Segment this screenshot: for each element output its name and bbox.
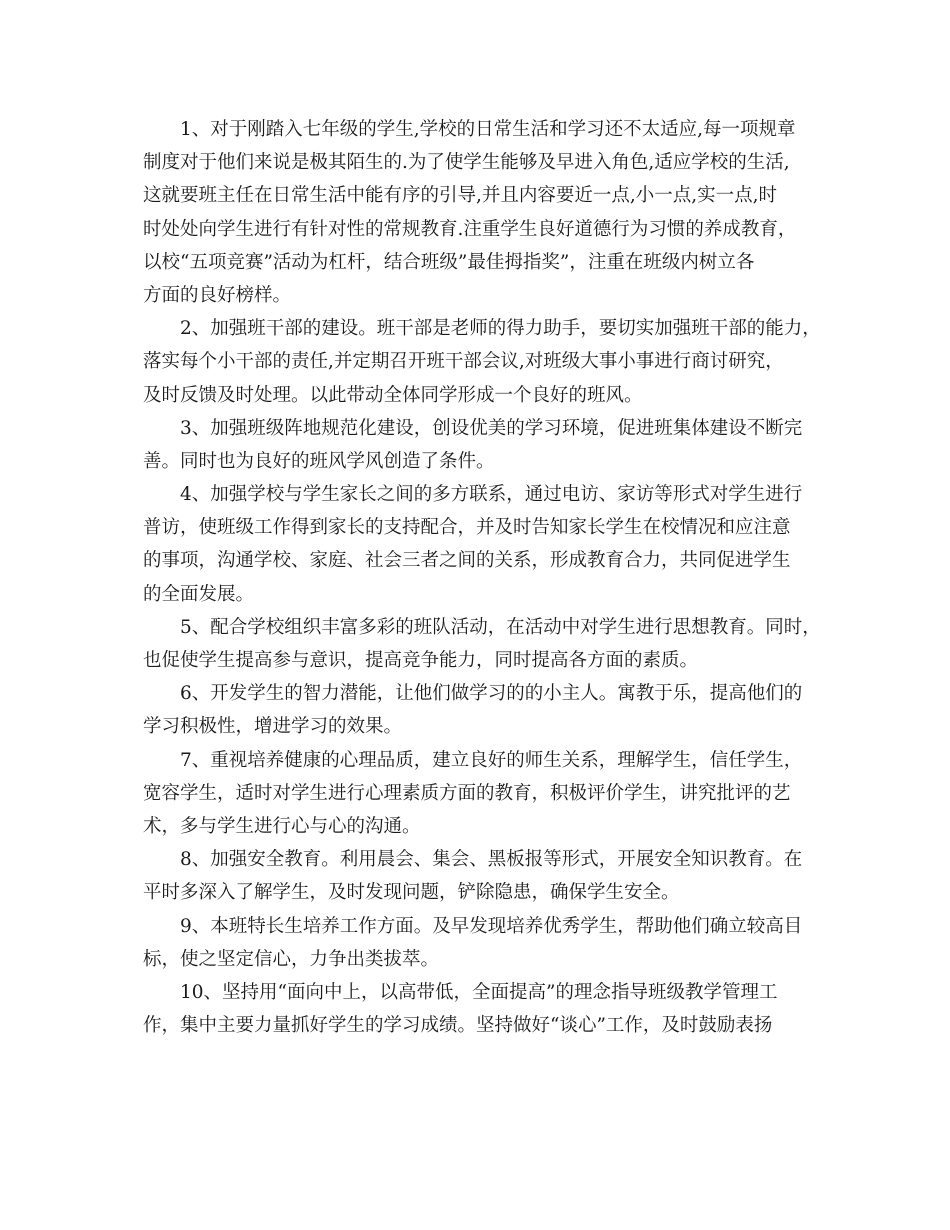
- paragraph-line: 的全面发展。: [143, 583, 255, 605]
- paragraph-line: 宽容学生，适时对学生进行心理素质方面的教育，积极评价学生，讲究批评的艺: [143, 782, 791, 804]
- paragraph-line: 也促使学生提高参与意识，提高竞争能力，同时提高各方面的素质。: [143, 650, 699, 671]
- paragraph-line: 6、开发学生的智力潜能，让他们做学习的的小主人。寓教于乐，提高他们的: [180, 683, 803, 705]
- paragraph-9: [143, 910, 819, 976]
- paragraph-1: [143, 113, 819, 312]
- paragraph-line: 落实每个小干部的责任,并定期召开班干部会议,对班级大事小事进行商讨研究，: [143, 351, 784, 373]
- paragraph-line: 10、坚持用“面向中上，以高带低，全面提高”的理念指导班级教学管理工: [180, 981, 778, 1003]
- paragraph-line: 标，使之坚定信心，力争出类拔萃。: [143, 948, 440, 970]
- paragraph-line: 平时多深入了解学生，及时发现问题，铲除隐患，确保学生安全。: [143, 882, 680, 904]
- paragraph-10: [143, 976, 819, 1042]
- paragraph-line: 4、加强学校与学生家长之间的多方联系，通过电访、家访等形式对学生进行: [180, 484, 803, 506]
- paragraph-line: 的事项，沟通学校、家庭、社会三者之间的关系，形成教育合力，共同促进学生: [143, 550, 791, 572]
- paragraph-line: 学习积极性，增进学习的效果。: [143, 716, 403, 738]
- document-body: [143, 113, 819, 1042]
- paragraph-line: 及时反馈及时处理。以此带动全体同学形成一个良好的班风。: [143, 384, 643, 406]
- paragraph-line: 7、重视培养健康的心理品质，建立良好的师生关系，理解学生，信任学生，: [180, 749, 803, 771]
- paragraph-line: 1、对于刚踏入七年级的学生,学校的日常生活和学习还不太适应,每一项规章: [180, 119, 796, 140]
- paragraph-6: [143, 677, 819, 743]
- paragraph-line: 方面的良好榜样。: [143, 284, 292, 306]
- paragraph-line: 2、加强班干部的建设。班干部是老师的得力助手，要切实加强班干部的能力，: [180, 318, 821, 340]
- paragraph-line: 9、本班特长生培养工作方面。及早发现培养优秀学生，帮助他们确立较高目: [180, 915, 803, 937]
- paragraph-line: 术，多与学生进行心与心的沟通。: [143, 815, 421, 837]
- paragraph-line: 这就要班主任在日常生活中能有序的引导,并且内容要近一点,小一点,实一点,时: [143, 185, 778, 207]
- paragraph-5: [143, 611, 819, 677]
- paragraph-4: [143, 478, 819, 611]
- paragraph-line: 3、加强班级阵地规范化建设，创设优美的学习环境，促进班集体建设不断完: [180, 417, 803, 439]
- paragraph-line: 善。同时也为良好的班风学风创造了条件。: [143, 450, 495, 472]
- paragraph-line: 制度对于他们来说是极其陌生的.为了使学生能够及早进入角色,适应学校的生活,: [143, 152, 790, 174]
- paragraph-line: 普访，使班级工作得到家长的支持配合，并及时告知家长学生在校情况和应注意: [143, 517, 791, 539]
- paragraph-line: 以校“五项竞赛”活动为杠杆，结合班级”最佳拇指奖”，注重在班级内树立各: [143, 251, 755, 273]
- paragraph-line: 时处处向学生进行有针对性的常规教育.注重学生良好道德行为习惯的养成教育，: [143, 218, 797, 240]
- paragraph-line: 5、配合学校组织丰富多彩的班队活动，在活动中对学生进行思想教育。同时，: [180, 616, 821, 638]
- paragraph-7: [143, 744, 819, 844]
- paragraph-8: [143, 843, 819, 909]
- paragraph-line: 作，集中主要力量抓好学生的学习成绩。坚持做好“谈心”工作，及时鼓励表扬: [143, 1015, 773, 1037]
- paragraph-line: 8、加强安全教育。利用晨会、集会、黑板报等形式，开展安全知识教育。在: [180, 849, 803, 871]
- paragraph-2: [143, 312, 819, 412]
- paragraph-3: [143, 412, 819, 478]
